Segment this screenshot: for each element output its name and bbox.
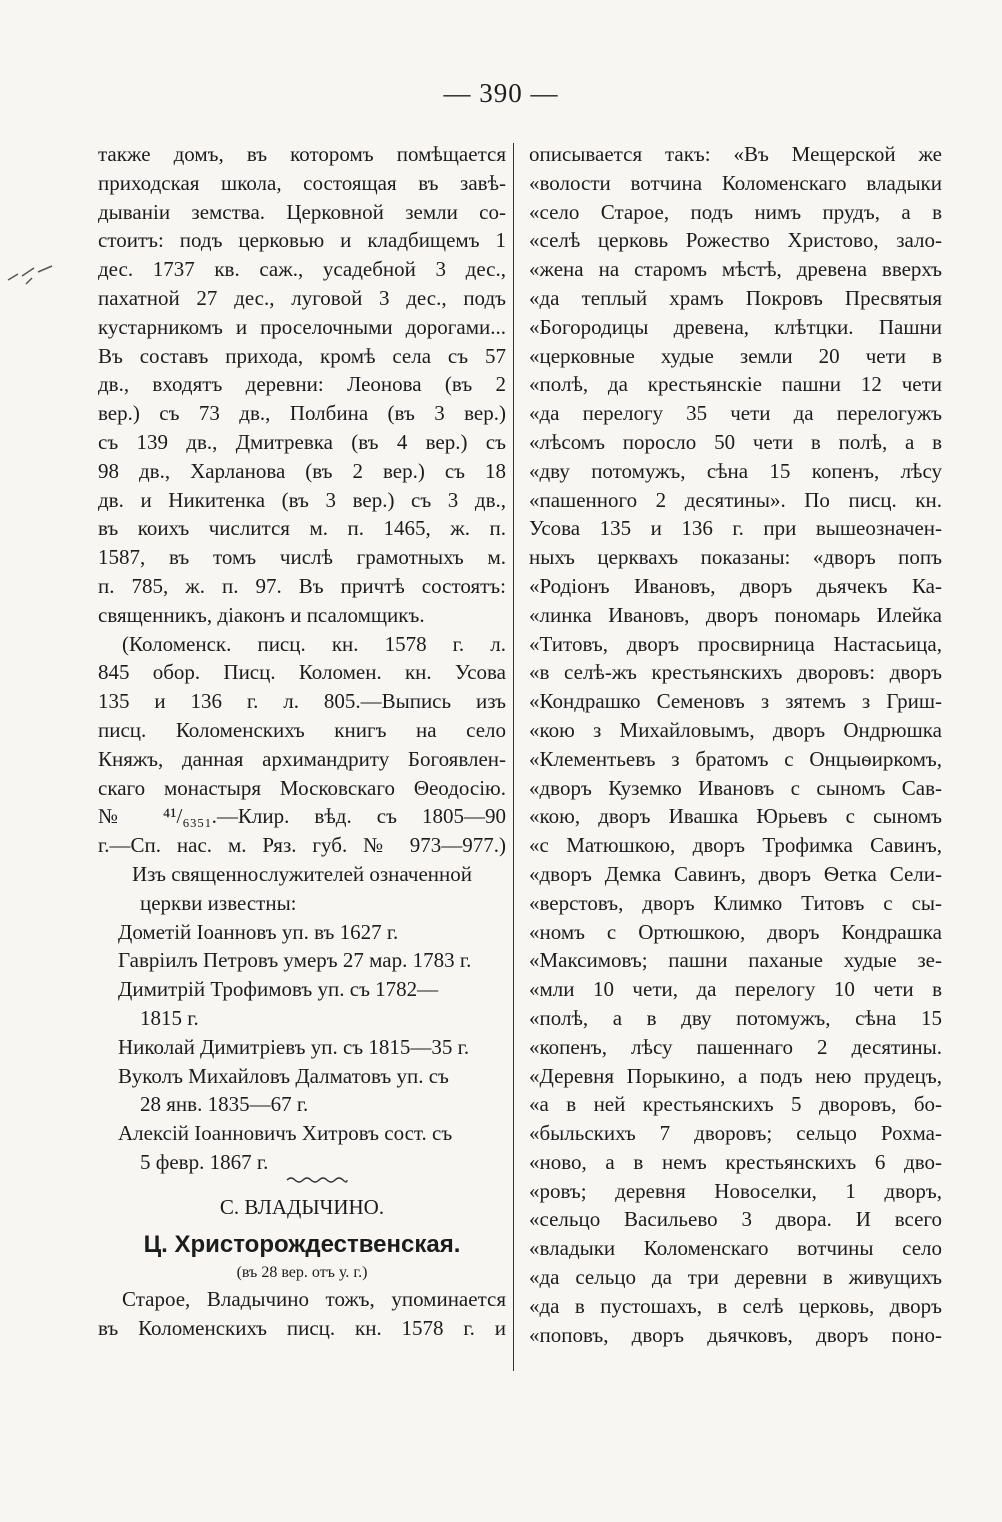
clergy-intro-line: Изъ священнослужителей означенной [132, 861, 472, 886]
text-line: п. 785, ж. п. 97. Въ причтѣ состоятъ: [98, 573, 506, 598]
text-line: Княжъ, данная архимандриту Богоявлен- [98, 746, 506, 771]
text-line: 98 дв., Харланова (въ 2 вер.) съ 18 [98, 458, 506, 483]
text-line: дываніи земства. Церковной земли со- [98, 199, 506, 224]
text-line: въ коихъ числится м. п. 1465, ж. п. [98, 516, 506, 541]
text-line: 1587, въ томъ числѣ грамотныхъ м. [98, 545, 506, 570]
text-line: «в селѣ-жъ крестьянскихъ дворовъ: дворъ [529, 660, 942, 685]
text-line: «Родіонъ Ивановъ, дворъ дьячекъ Ка- [529, 573, 942, 598]
text-line: «Титовъ, дворъ просвирница Настасьица, [529, 631, 942, 656]
clergy-list [98, 918, 506, 1177]
text-line: 845 обор. Писц. Коломен. кн. Усова [98, 660, 506, 685]
text-line: дв., входятъ деревни: Леонова (въ 2 [98, 372, 506, 397]
text-line: дв. и Никитенка (въ 3 вер.) съ 3 дв., [98, 487, 506, 512]
text-line: «лѣсомъ поросло 50 чети в полѣ, а в [529, 429, 942, 454]
text-line: «село Старое, подъ нимъ прудъ, а в [529, 199, 942, 224]
text-line: приходская школа, состоящая въ завѣ- [98, 170, 506, 195]
text-line: также домъ, въ которомъ помѣщается [98, 142, 506, 166]
text-line: ныхъ церквахъ показаны: «дворъ попъ [529, 545, 942, 570]
text-line: «номъ с Ортюшкою, дворъ Кондрашка [529, 919, 942, 944]
text-line: «мли 10 чети, да перелогу 10 чети в [529, 977, 942, 1002]
clergy-entry-continuation: 1815 г. [140, 1005, 199, 1030]
left-paragraph-3 [98, 1285, 506, 1343]
text-line: «ново, а в немъ крестьянскихъ 6 дво- [529, 1149, 942, 1174]
text-line: «кою з Михайловымъ, дворъ Ондрюшка [529, 717, 942, 742]
text-line: 135 и 136 г. л. 805.—Выпись изъ [98, 689, 506, 714]
clergy-entry: Дометій Іоанновъ уп. въ 1627 г. [118, 919, 399, 944]
text-line: Въ составъ прихода, кромѣ села съ 57 [98, 343, 506, 368]
text-line: «полѣ, а в дву потомужъ, сѣна 15 [529, 1005, 942, 1030]
text-line: «Богородицы древена, клѣтцки. Пашни [529, 314, 942, 339]
text-line: «да сельцо да три деревни в живущихъ [529, 1265, 942, 1290]
text-line: дес. 1737 кв. саж., усадебной 3 дес., [98, 257, 506, 282]
text-line: «Клементьевъ з братомъ с Онцыѳиркомъ, [529, 746, 942, 771]
text-line: «верстовъ, дворъ Климко Титовъ с сы- [529, 890, 942, 915]
text-line: «сельцо Васильево 3 двора. И всего [529, 1207, 942, 1232]
text-line: «селѣ церковь Рожество Христово, зало- [529, 228, 942, 253]
page-number: — 390 — [443, 78, 559, 108]
text-line: «быльскихъ 7 дворовъ; сельцо Рохма- [529, 1121, 942, 1146]
text-line: Усова 135 и 136 г. при вышеозначен- [529, 516, 942, 541]
clergy-entry: Вуколъ Михайловъ Далматовъ уп. съ [118, 1063, 449, 1088]
text-line: «да теплый храмъ Покровъ Пресвятыя [529, 285, 942, 310]
text-line: «поповъ, дворъ дьячковъ, дворъ поно- [529, 1322, 942, 1347]
text-line: Старое, Владычино тожъ, упоминается [122, 1287, 506, 1312]
clergy-entry: Алексій Іоанновичъ Хитровъ сост. съ [118, 1121, 453, 1146]
text-line: «пашенного 2 десятины». По писц. кн. [529, 487, 942, 512]
village-heading: С. ВЛАДЫЧИНО. [219, 1194, 385, 1219]
text-line: «ровъ; деревня Новоселки, 1 дворъ, [529, 1178, 942, 1203]
margin-pencil-mark [4, 258, 60, 294]
text-line: «жена на старомъ мѣстѣ, древена вверхъ [529, 257, 942, 282]
text-line: пахатной 27 дес., луговой 3 дес., подъ [98, 285, 506, 310]
text-line: вер.) съ 73 дв., Полбина (въ 3 вер.) [98, 401, 506, 426]
text-line: стоитъ: подъ церковью и кладбищемъ 1 [98, 228, 506, 253]
text-line: «церковные худые земли 20 чети в [529, 343, 942, 368]
left-paragraph-1 [98, 140, 506, 630]
text-line: «а в ней крестьянскихъ 5 дворовъ, бо- [529, 1092, 942, 1117]
left-column [98, 140, 506, 1343]
clergy-intro-line: церкви известны: [140, 890, 297, 915]
text-line: съ 139 дв., Дмитревка (въ 4 вер.) съ [98, 429, 506, 454]
column-divider [513, 143, 514, 1371]
text-line: (Коломенск. писц. кн. 1578 г. л. [122, 631, 506, 656]
right-column [529, 140, 942, 1349]
text-line: «Деревня Порыкино, а подъ нею прудецъ, [529, 1063, 942, 1088]
clergy-entry: Гавріилъ Петровъ умеръ 27 мар. 1783 г. [118, 948, 472, 973]
clergy-entry-continuation: 5 февр. 1867 г. [140, 1149, 269, 1174]
text-line: № ⁴¹/₆₃₅₁.—Клир. вѣд. съ 1805—90 [98, 804, 506, 829]
text-line: скаго монастыря Московскаго Θеодосію. [98, 775, 506, 800]
text-line: описывается такъ: «Въ Мещерской же [529, 142, 942, 166]
text-line: «кою, дворъ Ивашка Юрьевъ с сыномъ [529, 804, 942, 829]
text-line: «Максимовъ; пашни паханые худые зе- [529, 948, 942, 973]
text-line: «копенъ, лѣсу пашеннаго 2 десятины. [529, 1034, 942, 1059]
clergy-entry: Димитрій Трофимовъ уп. съ 1782— [118, 977, 439, 1002]
text-line: «да перелогу 35 чети да перелогужъ [529, 401, 942, 426]
clergy-entry: Николай Димитріевъ уп. съ 1815—35 г. [118, 1034, 470, 1059]
text-line: «Кондрашко Семеновъ з зятемъ з Гриш- [529, 689, 942, 714]
text-line: «волости вотчина Коломенскаго владыки [529, 170, 942, 195]
text-line: «да в пустошахъ, в селѣ церковь, дворъ [529, 1293, 942, 1318]
text-line: «линка Ивановъ, дворъ пономарь Илейка [529, 602, 942, 627]
text-line: г.—Сп. нас. м. Ряз. губ. № 973—977.) [98, 833, 506, 858]
church-title: Ц. Христорождественская. [143, 1231, 461, 1259]
text-line: «полѣ, да крестьянскіе пашни 12 чети [529, 372, 942, 397]
clergy-entry-continuation: 28 янв. 1835—67 г. [140, 1092, 309, 1117]
text-line: «дворъ Демка Савинъ, дворъ Ѳетка Сели- [529, 861, 942, 886]
church-distance: (въ 28 вер. отъ у. г.) [236, 1264, 368, 1282]
text-line: «дву потомужъ, сѣна 15 копенъ, лѣсу [529, 458, 942, 483]
text-line: «с Матюшкою, дворъ Трофимка Савинъ, [529, 833, 942, 858]
clergy-intro [98, 860, 506, 918]
decorative-squiggle [98, 1175, 506, 1189]
text-line: «владыки Коломенскаго вотчины село [529, 1236, 942, 1261]
text-line: кустарникомъ и проселочными дорогами... [98, 314, 506, 339]
text-line: писц. Коломенскихъ книгъ на село [98, 717, 506, 742]
left-paragraph-2 [98, 630, 506, 860]
text-line: въ Коломенскихъ писц. кн. 1578 г. и [98, 1316, 506, 1341]
text-line: «дворъ Куземко Ивановъ с сыномъ Сав- [529, 775, 942, 800]
text-line: свящeнникъ, діаконъ и псаломщикъ. [98, 602, 425, 627]
